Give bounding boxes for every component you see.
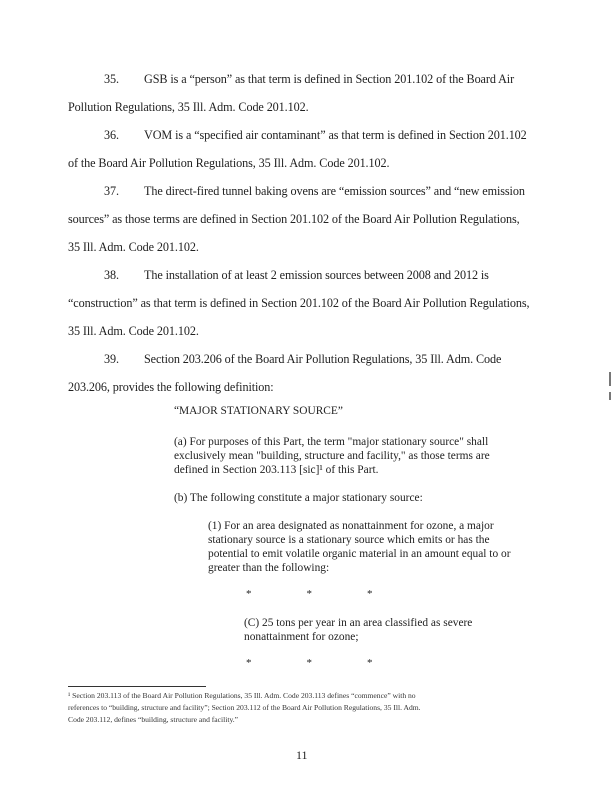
para-37-line-1 [104,184,525,198]
scan-artifact-mark [609,392,611,400]
para-38-text: The installation of at least 2 emission sources between 2008 and 2012 is [144,268,489,282]
page-number: 11 [296,748,308,762]
scan-artifact-mark [609,372,611,386]
para-38-number: 38. [104,268,119,282]
ellipsis-stars-1: * * * [246,588,373,600]
quote-d-line-1: (C) 25 tons per year in an area classified as severe [244,617,473,629]
para-38-line-3: 35 Ill. Adm. Code 201.102. [68,324,199,338]
footnote-line-2: references to “building, structure and facility”; Section 203.112 of the Board Air Pollution Regulations, 35 Ill. Adm. [68,703,421,712]
quote-b-line-1: (b) The following constitute a major stationary source: [174,492,423,504]
para-35-number: 35. [104,72,119,86]
para-39-line-1 [104,352,501,366]
quote-c-line-4: greater than the following: [208,562,330,574]
para-36-line-1 [104,128,527,142]
para-39-number: 39. [104,352,119,366]
para-35-line-1 [104,72,514,86]
quote-a-line-1: (a) For purposes of this Part, the term "major stationary source" shall [174,436,489,448]
quote-c-line-1: (1) For an area designated as nonattainment for ozone, a major [208,520,494,532]
quote-c-line-2: stationary source is a stationary source which emits or has the [208,534,490,546]
quote-a-line-3: defined in Section 203.113 [sic]¹ of this Part. [174,464,379,476]
para-36-text: VOM is a “specified air contaminant” as that term is defined in Section 201.102 [144,128,527,142]
footnote-rule [68,686,206,687]
para-37-text: The direct-fired tunnel baking ovens are “emission sources” and “new emission [144,184,525,198]
para-38-line-2: “construction” as that term is defined in Section 201.102 of the Board Air Pollution Regulations, [68,296,530,310]
quote-c-line-3: potential to emit volatile organic material in an amount equal to or [208,548,511,560]
para-39-text: Section 203.206 of the Board Air Pollution Regulations, 35 Ill. Adm. Code [144,352,502,366]
quote-d-line-2: nonattainment for ozone; [244,631,359,643]
para-35-line-2: Pollution Regulations, 35 Ill. Adm. Code 201.102. [68,100,309,114]
para-37-number: 37. [104,184,119,198]
footnote-line-3: Code 203.112, defines “building, structure and facility.” [68,715,239,724]
quote-title: “MAJOR STATIONARY SOURCE” [174,405,343,417]
para-35-text: GSB is a “person” as that term is defined in Section 201.102 of the Board Air [144,72,515,86]
para-39-line-2: 203.206, provides the following definition: [68,380,274,394]
quote-a-line-2: exclusively mean "building, structure and facility," as those terms are [174,450,490,462]
para-36-line-2: of the Board Air Pollution Regulations, 35 Ill. Adm. Code 201.102. [68,156,390,170]
para-38-line-1 [104,268,489,282]
footnote-line-1: ¹ Section 203.113 of the Board Air Pollution Regulations, 35 Ill. Adm. Code 203.113 defines “commence” with no [68,691,416,700]
ellipsis-stars-2: * * * [246,657,373,669]
para-37-line-2: sources” as those terms are defined in Section 201.102 of the Board Air Pollution Regulations, [68,212,520,226]
para-36-number: 36. [104,128,119,142]
para-37-line-3: 35 Ill. Adm. Code 201.102. [68,240,199,254]
